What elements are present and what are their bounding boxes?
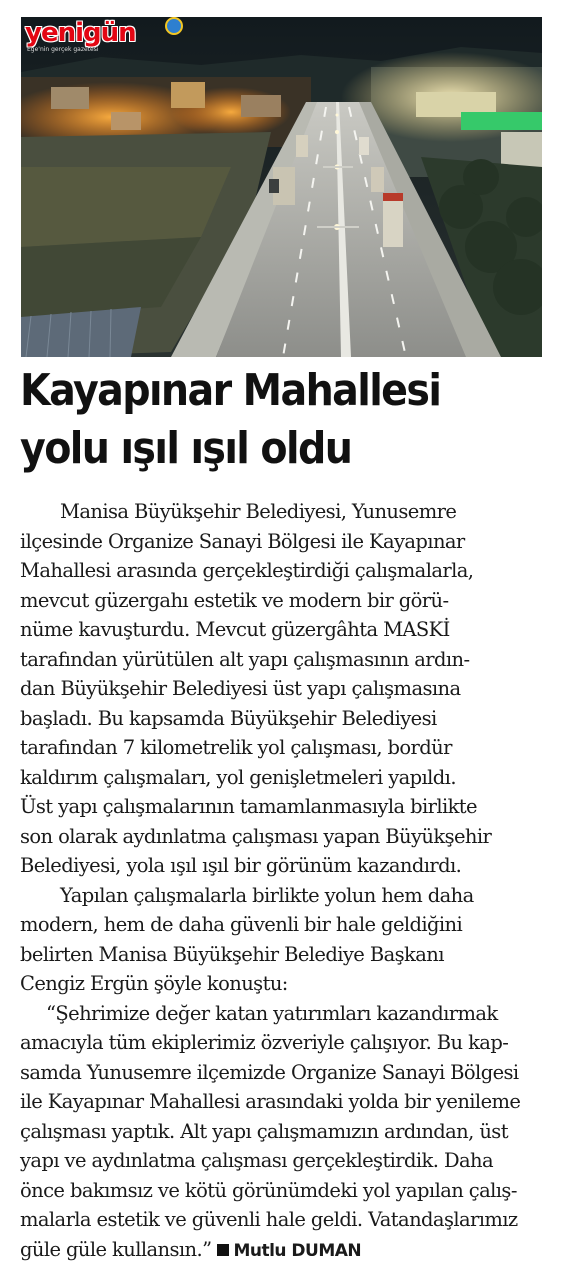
body-line: nüme kavuşturdu. Mevcut güzergâhta MASKİ: [20, 618, 450, 641]
author-name: Mutlu DUMAN: [233, 1240, 362, 1261]
body-line: modern, hem de daha güvenli bir hale geldiğini: [20, 913, 463, 936]
body-line: yapı ve aydınlatma çalışması gerçekleştirdik. Daha: [20, 1149, 494, 1172]
body-line: tarafından 7 kilometrelik yol çalışması, bordür: [20, 736, 452, 759]
sun-icon: [165, 17, 183, 35]
logo-tagline: Ege'nin gerçek gazetesi: [27, 46, 99, 53]
body-line-text: güle güle kullansın.”: [20, 1237, 212, 1261]
body-line: Yapılan çalışmalarla birlikte yolun hem daha: [60, 883, 474, 907]
body-line: Manisa Büyükşehir Belediyesi, Yunusemre: [60, 500, 457, 523]
byline-square-icon: [217, 1244, 229, 1256]
newspaper-logo: [22, 17, 136, 57]
body-line: malarla estetik ve güvenli hale geldi. Vatandaşlarımız: [20, 1208, 518, 1231]
body-line: samda Yunusemre ilçemizde Organize Sanayi Bölgesi: [20, 1060, 519, 1084]
body-line: belirten Manisa Büyükşehir Belediye Başkanı: [20, 942, 444, 966]
logo-name: yenigün: [25, 18, 136, 48]
article-body: [20, 497, 542, 1266]
body-line: ilçesinde Organize Sanayi Bölgesi ile Kayapınar: [20, 529, 465, 553]
body-line: Belediyesi, yola ışıl ışıl bir görünüm kazandırdı.: [20, 854, 462, 877]
body-line: ile Kayapınar Mahallesi arasındaki yolda bir yenileme: [20, 1090, 521, 1113]
body-line: çalışması yaptık. Alt yapı çalışmamızın ardından, üst: [20, 1119, 508, 1143]
headline-line-1: Kayapınar Mahallesi: [20, 365, 441, 416]
body-line: amacıyla tüm ekiplerimiz özveriyle çalışıyor. Bu kap-: [20, 1031, 509, 1054]
body-line: önce bakımsız ve kötü görünümdeki yol yapılan çalış-: [20, 1178, 517, 1202]
body-line-last: [20, 1235, 542, 1267]
body-line: Cengiz Ergün şöyle konuştu:: [20, 972, 288, 995]
body-line: Üst yapı çalışmalarının tamamlanmasıyla birlikte: [20, 795, 477, 818]
body-line: son olarak aydınlatma çalışması yapan Büyükşehir: [20, 824, 492, 848]
body-line: başladı. Bu kapsamda Büyükşehir Belediyesi: [20, 706, 437, 730]
body-line: dan Büyükşehir Belediyesi üst yapı çalışmasına: [20, 677, 461, 700]
headline-line-2: yolu ışıl ışıl oldu: [20, 423, 352, 474]
body-line: Mahallesi arasında gerçekleştirdiği çalışmalarla,: [20, 559, 474, 582]
article-headline: [20, 362, 497, 478]
body-line: kaldırım çalışmaları, yol genişletmeleri yapıldı.: [20, 765, 456, 789]
article-photo: [21, 17, 542, 357]
body-line: mevcut güzergahı estetik ve modern bir görü-: [20, 588, 449, 612]
body-line: “Şehrimize değer katan yatırımları kazandırmak: [46, 1001, 498, 1025]
body-line: tarafından yürütülen alt yapı çalışmasının ardın-: [20, 647, 470, 671]
